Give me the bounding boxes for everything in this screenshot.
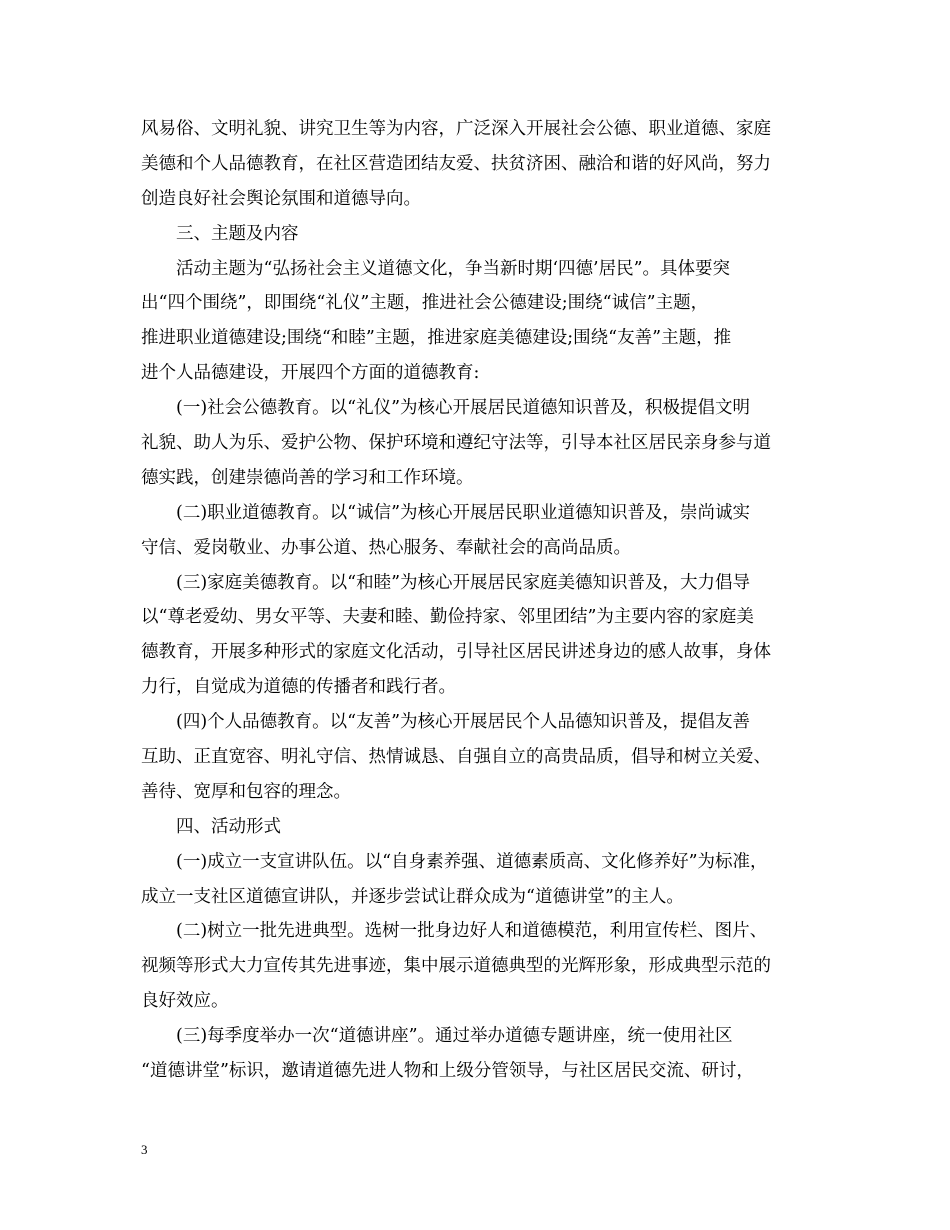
- section-heading: 三、主题及内容: [176, 223, 299, 244]
- text-line: 德教育，开展多种形式的家庭文化活动，引导社区居民讲述身边的感人故事，身体: [141, 642, 771, 663]
- text-line: (三)每季度举办一次“道德讲座”。通过举办道德专题讲座，统一使用社区: [176, 1026, 733, 1047]
- text-line: 善待、宽厚和包容的理念。: [141, 781, 351, 802]
- text-line: 出“四个围绕”，即围绕“礼仪”主题，推进社会公德建设;围绕“诚信”主题，: [141, 293, 709, 314]
- text-line: 礼貌、助人为乐、爱护公物、保护环境和遵纪守法等，引导本社区居民亲身参与道: [141, 433, 771, 454]
- text-line: 守信、爱岗敬业、办事公道、热心服务、奉献社会的高尚品质。: [141, 537, 631, 558]
- text-line: 创造良好社会舆论氛围和道德导向。: [141, 188, 421, 209]
- text-line: (二)树立一批先进典型。选树一批身边好人和道德模范，利用宣传栏、图片、: [176, 921, 768, 942]
- text-line: 进个人品德建设，开展四个方面的道德教育:: [141, 363, 480, 384]
- text-line: (一)社会公德教育。以“礼仪”为核心开展居民道德知识普及，积极提倡文明: [176, 398, 751, 419]
- text-line: 活动主题为“弘扬社会主义道德文化，争当新时期‘四德’居民”。具体要突: [176, 258, 731, 279]
- text-line: 视频等形式大力宣传其先进事迹，集中展示道德典型的光辉形象，形成典型示范的: [141, 956, 771, 977]
- text-line: 互助、正直宽容、明礼守信、热情诚恳、自强自立的高贵品质，倡导和树立关爱、: [141, 747, 771, 768]
- text-line: (一)成立一支宣讲队伍。以“自身素养强、道德素质高、文化修养好”为标准，: [176, 851, 768, 872]
- section-heading: 四、活动形式: [176, 816, 281, 837]
- text-line: (二)职业道德教育。以“诚信”为核心开展居民职业道德知识普及，崇尚诚实: [176, 502, 751, 523]
- text-line: 力行，自觉成为道德的传播者和践行者。: [141, 677, 456, 698]
- body-text: [141, 112, 821, 1089]
- text-line: (四)个人品德教育。以“友善”为核心开展居民个人品德知识普及，提倡友善: [176, 712, 751, 733]
- text-line: 风易俗、文明礼貌、讲究卫生等为内容，广泛深入开展社会公德、职业道德、家庭: [141, 119, 771, 139]
- text-line: 推进职业道德建设;围绕“和睦”主题，推进家庭美德建设;围绕“友善”主题，推: [141, 328, 732, 349]
- text-line: 良好效应。: [141, 991, 229, 1012]
- text-line: 成立一支社区道德宣讲队，并逐步尝试让群众成为“道德讲堂”的主人。: [141, 886, 684, 907]
- page-number: 3: [141, 1142, 148, 1157]
- text-line: (三)家庭美德教育。以“和睦”为核心开展居民家庭美德知识普及，大力倡导: [176, 572, 751, 593]
- text-line: 美德和个人品德教育，在社区营造团结友爱、扶贫济困、融洽和谐的好风尚，努力: [141, 153, 771, 174]
- text-line: “道德讲堂”标识，邀请道德先进人物和上级分管领导，与社区居民交流、研讨，: [141, 1061, 754, 1082]
- text-line: 以“尊老爱幼、男女平等、夫妻和睦、勤俭持家、邻里团结”为主要内容的家庭美: [141, 607, 754, 628]
- text-line: 德实践，创建崇德尚善的学习和工作环境。: [141, 467, 474, 488]
